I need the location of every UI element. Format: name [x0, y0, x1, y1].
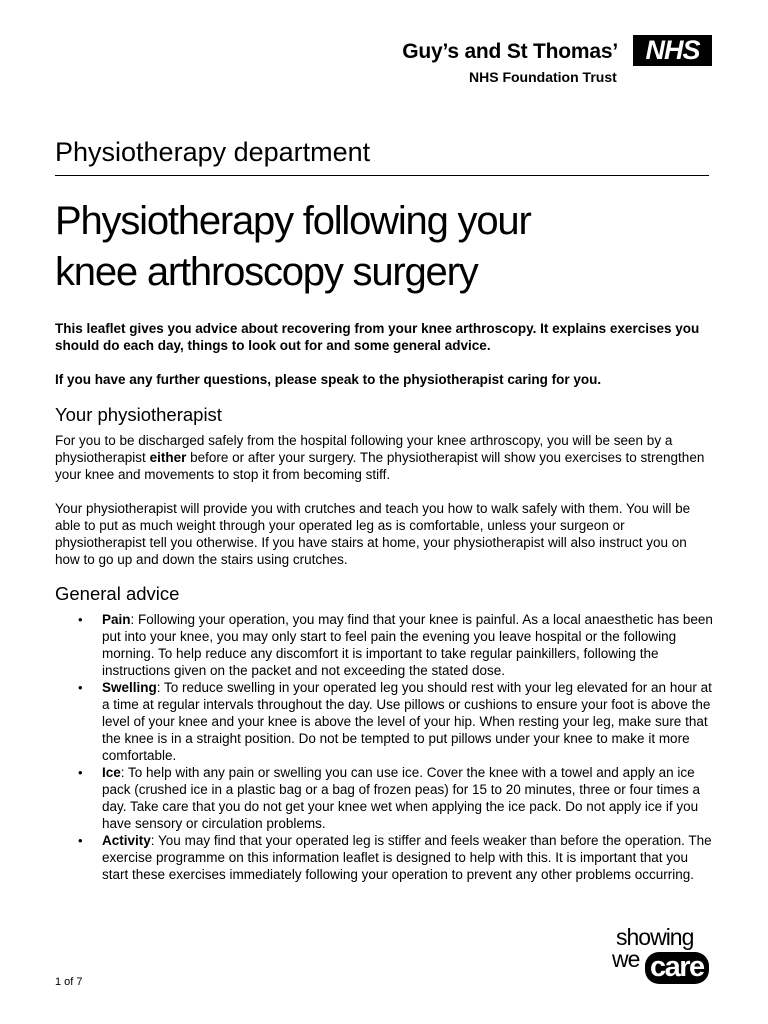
list-item-text: : Following your operation, you may find that your knee is painful. As a local anaesthetic has been put into your knee, you may only start to feel pain the evening you leave hospital or the following morning. To help reduce any discomfort it is important to take regular painkillers, following the instructions given on the packet and not exceeding the stated dose. [102, 612, 713, 678]
list-item [55, 764, 715, 832]
p1-text-after: before or after your surgery. The physiotherapist will show you exercises to strengthen your knee and movements to stop it from becoming stiff. [55, 450, 705, 482]
general-advice-heading: General advice [55, 583, 180, 604]
p1-text-bold: either [149, 450, 187, 465]
header-divider [55, 175, 709, 176]
showing-we-care-logo-we: we [612, 946, 640, 972]
bullet-icon: • [78, 612, 83, 627]
intro-text: This leaflet gives you advice about recovering from your knee arthroscopy. It explains exercises you should do each day, things to look out for and some general advice. [55, 321, 700, 353]
intro-questions-text: If you have any further questions, please speak to the physiotherapist caring for you. [55, 372, 602, 387]
general-advice-list [55, 611, 715, 883]
physiotherapist-paragraph-1 [55, 432, 715, 483]
nhs-logo: NHS [633, 35, 712, 66]
bullet-icon: • [78, 833, 83, 848]
list-item-text: : To help with any pain or swelling you can use ice. Cover the knee with a towel and apply an ice pack (crushed ice in a plastic bag or a bag of frozen peas) for 15 to 20 minutes, three or four times a day. Take care that you do not get your knee wet when applying the ice pack. Do not apply ice if you have sensory or circulation problems. [102, 765, 701, 831]
title-line-2: knee arthroscopy surgery [55, 250, 478, 294]
physiotherapist-heading: Your physiotherapist [55, 404, 222, 425]
physiotherapist-paragraph-2: Your physiotherapist will provide you with crutches and teach you how to walk safely with them. You will be able to put as much weight through your operated leg as is comfortable, unless your surgeon or physiotherapist tell you otherwise. If you have stairs at home, your physiotherapist will also instruct you on how to go up and down the stairs using crutches. [55, 501, 691, 567]
department-heading: Physiotherapy department [55, 137, 371, 167]
bullet-icon: • [78, 680, 83, 695]
bullet-icon: • [78, 765, 83, 780]
list-item [55, 832, 715, 883]
p1-text-before: For you to be discharged safely from the hospital following your knee arthroscopy, you will be seen by a physiotherapist [55, 433, 673, 465]
title-line-1: Physiotherapy following your [55, 199, 531, 243]
showing-we-care-logo-care: care [645, 952, 709, 984]
page-title [55, 196, 715, 298]
list-item [55, 679, 715, 764]
page-number: 1 of 7 [55, 976, 83, 988]
trust-subtitle: NHS Foundation Trust [469, 69, 617, 85]
list-item-term: Swelling [102, 680, 157, 695]
list-item-text: : You may find that your operated leg is stiffer and feels weaker than before the operation. The exercise programme on this information leaflet is designed to help with this. It is important that you start these exercises immediately following your operation to prevent any other problems occurring. [102, 833, 712, 882]
trust-name: Guy’s and St Thomas’ [402, 40, 618, 63]
list-item-text: : To reduce swelling in your operated leg you should rest with your leg elevated for an hour at a time at regular intervals throughout the day. Use pillows or cushions to ensure your foot is above the level of your knee and your knee is above the level of your hip. When resting your leg, make sure that the knee is in a straight position. Do not be tempted to put pillows under your knee to make it more comfortable. [102, 680, 712, 763]
showing-we-care-logo-showing: showing [616, 924, 694, 950]
list-item-term: Pain [102, 612, 131, 627]
list-item-term: Activity [102, 833, 151, 848]
list-item [55, 611, 715, 679]
list-item-term: Ice [102, 765, 121, 780]
